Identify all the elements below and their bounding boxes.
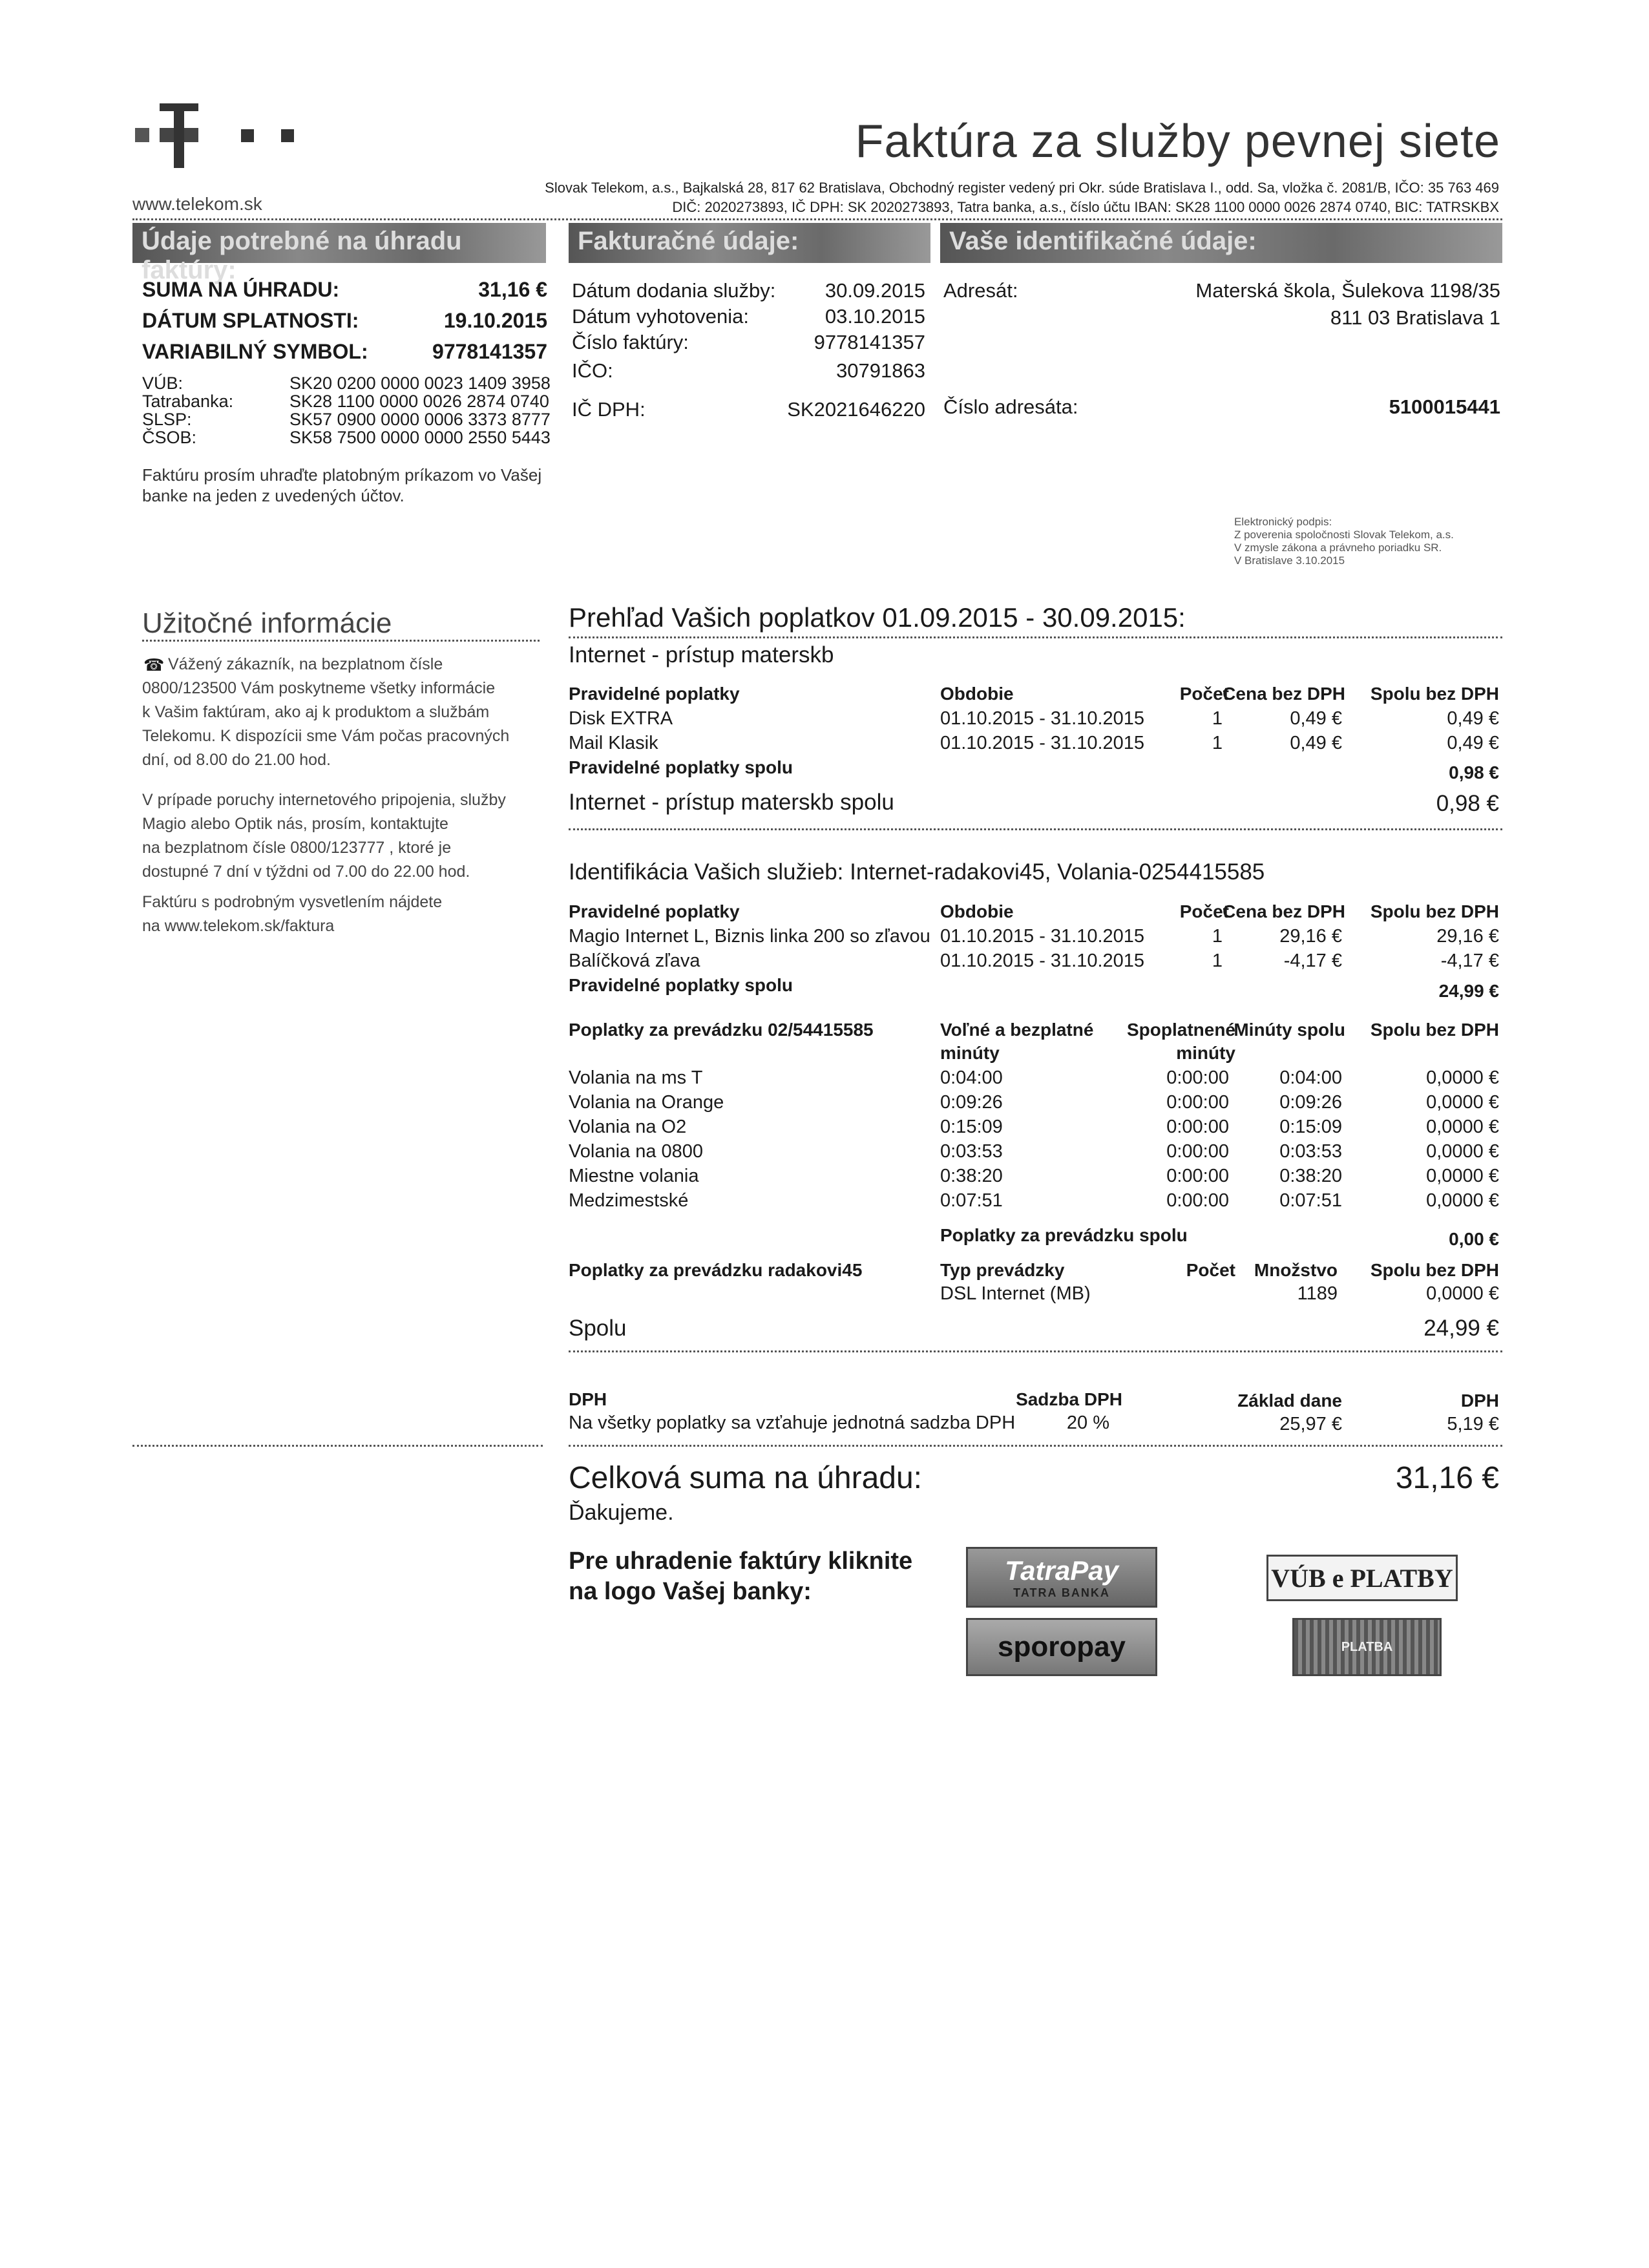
call-cell-total: 0:07:51 [1279, 1190, 1342, 1211]
payment-section-bar [132, 223, 546, 284]
call-cell-name: Volania na O2 [569, 1117, 687, 1137]
data-col-amount: Množstvo [1254, 1260, 1338, 1280]
overview-title: Prehľad Vašich poplatkov 01.09.2015 - 30.09.2015: [569, 602, 1186, 633]
call-cell-paid: 0:00:00 [1166, 1141, 1229, 1162]
call-cell-name: Volania na ms T [569, 1067, 703, 1088]
call-cell-paid: 0:00:00 [1166, 1092, 1229, 1113]
col-count-header: Počet [1179, 901, 1229, 921]
tatrapay-button[interactable] [966, 1547, 1157, 1608]
call-cell-paid: 0:00:00 [1166, 1166, 1229, 1186]
due-label: DÁTUM SPLATNOSTI: [142, 309, 359, 332]
tatrapay-label: TatraPay [1005, 1555, 1119, 1586]
call-cell-free: 0:04:00 [940, 1067, 1003, 1088]
payment-note-line1: Faktúru prosím uhraďte platobným príkazom vo Vašej [142, 465, 542, 485]
bank-name: VÚB: [142, 373, 184, 393]
calls-title: Poplatky za prevádzku 02/54415585 [569, 1020, 874, 1040]
group1-subtotal-label: Pravidelné poplatky spolu [569, 757, 793, 777]
vat-col-vat: DPH [1460, 1391, 1499, 1411]
call-cell-price: 0,0000 € [1426, 1067, 1499, 1088]
company-info-line1: Slovak Telekom, a.s., Bajkalská 28, 817 62 Bratislava, Obchodný register vedený pri Okr. súde Bratislava I., odd. Sa, vložka č. 2081/B, IČO: 35 763 469 [545, 180, 1499, 196]
call-cell-price: 0,0000 € [1426, 1092, 1499, 1113]
col-price-header: Cena bez DPH [1223, 901, 1345, 921]
due-value: 19.10.2015 [443, 309, 547, 332]
useful-info-paragraph3: Faktúru s podrobným vysvetlením nájdete na www.telekom.sk/faktura [142, 893, 443, 935]
group2-total-value: 24,99 € [1423, 1316, 1499, 1341]
website-link[interactable]: www.telekom.sk [132, 194, 262, 214]
call-cell-free: 0:09:26 [940, 1092, 1003, 1113]
group2-subtotal-label: Pravidelné poplatky spolu [569, 975, 793, 995]
call-cell-paid: 0:00:00 [1166, 1117, 1229, 1137]
call-cell-free: 0:03:53 [940, 1141, 1003, 1162]
calls-col-paid-sub: minúty [1176, 1043, 1235, 1063]
col-total-header: Spolu bez DPH [1370, 901, 1499, 921]
invoice-number-value: 9778141357 [814, 331, 925, 353]
group1-subtotal-value: 0,98 € [1449, 762, 1499, 782]
calls-col-free: Voľné a bezplatné [940, 1020, 1094, 1040]
call-cell-name: Volania na 0800 [569, 1141, 704, 1162]
call-cell-total: 0:04:00 [1279, 1067, 1342, 1088]
ico-label: IČO: [572, 359, 613, 382]
useful-info-title: Užitočné informácie [142, 607, 392, 639]
calls-subtotal-label: Poplatky za prevádzku spolu [940, 1225, 1188, 1245]
calls-col-price: Spolu bez DPH [1370, 1020, 1499, 1040]
calls-col-paid: Spoplatnené [1126, 1020, 1235, 1040]
call-cell-total: 0:03:53 [1279, 1141, 1342, 1162]
col-item-header: Pravidelné poplatky [569, 901, 740, 921]
delivery-date-label: Dátum dodania služby: [572, 279, 776, 302]
vs-label: VARIABILNÝ SYMBOL: [142, 340, 368, 363]
signature-line1: Elektronický podpis: [1234, 516, 1332, 528]
vat-label: DPH [569, 1389, 607, 1409]
invoice-title: Faktúra za služby pevnej siete [855, 116, 1500, 167]
sporopay-button[interactable] [966, 1618, 1157, 1676]
call-cell-name: Medzimestské [569, 1190, 689, 1211]
invoice-number-label: Číslo faktúry: [572, 331, 689, 353]
col-total-header: Spolu bez DPH [1370, 684, 1499, 704]
sum-value: 31,16 € [478, 278, 547, 301]
data-col-count: Počet [1186, 1260, 1235, 1280]
call-cell-free: 0:15:09 [940, 1117, 1003, 1137]
call-cell-name: Miestne volania [569, 1166, 699, 1186]
thanks-text: Ďakujeme. [569, 1500, 674, 1525]
issue-date-value: 03.10.2015 [824, 305, 925, 328]
vat-base-value: 25,97 € [1279, 1414, 1342, 1434]
col-count-header: Počet [1179, 684, 1229, 704]
col-price-header: Cena bez DPH [1223, 684, 1345, 704]
invoice-section-heading: Fakturačné údaje: [578, 227, 799, 255]
signature-line2: Z poverenia spoločnosti Slovak Telekom, a.s. [1234, 529, 1454, 541]
col-item-header: Pravidelné poplatky [569, 684, 740, 704]
bank-iban: SK28 1100 0000 0026 2874 0740 [289, 392, 549, 411]
data-title: Poplatky za prevádzku radakovi45 [569, 1260, 863, 1280]
bank-name: Tatrabanka: [142, 392, 234, 411]
delivery-date-value: 30.09.2015 [824, 279, 925, 302]
call-cell-free: 0:38:20 [940, 1166, 1003, 1186]
bank-iban: SK58 7500 0000 0000 2550 5443 [289, 428, 551, 447]
group2-title: Identifikácia Vašich služieb: Internet-radakovi45, Volania-0254415585 [569, 859, 1265, 885]
final-total-value: 31,16 € [1395, 1461, 1499, 1495]
icdph-value: SK2021646220 [787, 398, 925, 421]
useful-info-paragraph2: V prípade poruchy internetového pripojenia, služby Magio alebo Optik nás, prosím, kontaktujte na bezplatnom čísle 0800/123777 , ktoré je dostupné 7 dní v týždni od 7.00 do 22.00 hod. [142, 791, 506, 881]
calls-subtotal-value: 0,00 € [1449, 1229, 1499, 1249]
icdph-label: IČ DPH: [572, 398, 646, 421]
calls-col-free-sub: minúty [940, 1043, 1000, 1063]
call-cell-price: 0,0000 € [1426, 1190, 1499, 1211]
csob-label: PLATBA [1341, 1639, 1393, 1654]
payment-section-heading: Údaje potrebné na úhradu faktúry: [142, 227, 462, 284]
addressee-line1: Materská škola, Šulekova 1198/35 [1195, 279, 1500, 302]
identity-section-heading: Vaše identifikačné údaje: [949, 227, 1257, 255]
signature-line3: V zmysle zákona a právneho poriadku SR. [1234, 541, 1442, 554]
col-period-header: Obdobie [940, 901, 1014, 921]
bank-iban: SK57 0900 0000 0006 3373 8777 [289, 410, 551, 429]
call-cell-price: 0,0000 € [1426, 1141, 1499, 1162]
call-cell-price: 0,0000 € [1426, 1117, 1499, 1137]
sum-label: SUMA NA ÚHRADU: [142, 278, 340, 301]
call-cell-paid: 0:00:00 [1166, 1190, 1229, 1211]
final-total-label: Celková suma na úhradu: [569, 1461, 922, 1495]
vat-note: Na všetky poplatky sa vzťahuje jednotná sadzba DPH [569, 1412, 1016, 1433]
bank-name: SLSP: [142, 410, 192, 429]
addressee-label: Adresát: [943, 279, 1018, 302]
pay-instruction-line1: Pre uhradenie faktúry kliknite [569, 1548, 913, 1575]
bank-name: ČSOB: [142, 428, 197, 447]
group1-title: Internet - prístup materskb [569, 642, 834, 667]
ico-value: 30791863 [836, 359, 925, 382]
identity-section-bar [940, 223, 1502, 263]
vat-col-base: Základ dane [1237, 1391, 1342, 1411]
addressee-number-label: Číslo adresáta: [943, 395, 1078, 418]
addressee-line2: 811 03 Bratislava 1 [1330, 306, 1500, 329]
call-cell-name: Volania na Orange [569, 1092, 724, 1113]
issue-date-label: Dátum vyhotovenia: [572, 305, 749, 328]
call-cell-price: 0,0000 € [1426, 1166, 1499, 1186]
company-info-line2: DIČ: 2020273893, IČ DPH: SK 2020273893, Tatra banka, a.s., číslo účtu IBAN: SK28 1100 0000 0026 2874 0740, BIC: TATRSKBX [672, 199, 1499, 215]
call-cell-total: 0:38:20 [1279, 1166, 1342, 1186]
group1-total-label: Internet - prístup materskb spolu [569, 790, 894, 815]
call-cell-paid: 0:00:00 [1166, 1067, 1229, 1088]
group2-total-label: Spolu [569, 1316, 627, 1341]
call-cell-total: 0:15:09 [1279, 1117, 1342, 1137]
invoice-section-bar [569, 223, 930, 263]
payment-note-line2: banke na jeden z uvedených účtov. [142, 486, 404, 505]
phone-icon: ☎ [143, 655, 165, 675]
addressee-number-value: 5100015441 [1389, 395, 1500, 418]
sporopay-label: sporopay [997, 1631, 1126, 1663]
data-col-type: Typ prevádzky [940, 1260, 1065, 1280]
pay-instruction-line2: na logo Vašej banky: [569, 1578, 812, 1605]
vat-value: 5,19 € [1447, 1414, 1499, 1434]
vub-label: VÚB e PLATBY [1271, 1563, 1453, 1593]
group2-subtotal-value: 24,99 € [1438, 981, 1499, 1001]
calls-col-total: Minúty spolu [1234, 1020, 1345, 1040]
data-col-price: Spolu bez DPH [1370, 1260, 1499, 1280]
signature-line4: V Bratislave 3.10.2015 [1234, 554, 1345, 567]
group1-total-value: 0,98 € [1436, 791, 1499, 816]
col-period-header: Obdobie [940, 684, 1014, 704]
tatrapay-sublabel: TATRA BANKA [1013, 1586, 1110, 1599]
csob-platba-button[interactable] [1292, 1618, 1442, 1676]
call-cell-total: 0:09:26 [1279, 1092, 1342, 1113]
useful-info-paragraph1: Vážený zákazník, na bezplatnom čísle 0800/123500 Vám poskytneme všetky informácie k Vašim faktúram, ako aj k produktom a službám Telekomu. K dispozícii sme Vám počas pracovných dní, od 8.00 do 21.00 hod. [142, 655, 510, 769]
vat-rate-value: 20 % [1066, 1412, 1109, 1433]
vat-col-rate: Sadzba DPH [1016, 1389, 1122, 1409]
vub-eplatby-button[interactable] [1266, 1555, 1458, 1601]
vs-value: 9778141357 [432, 340, 547, 363]
bank-iban: SK20 0200 0000 0023 1409 3958 [289, 373, 551, 393]
telekom-logo [132, 97, 326, 174]
call-cell-free: 0:07:51 [940, 1190, 1003, 1211]
